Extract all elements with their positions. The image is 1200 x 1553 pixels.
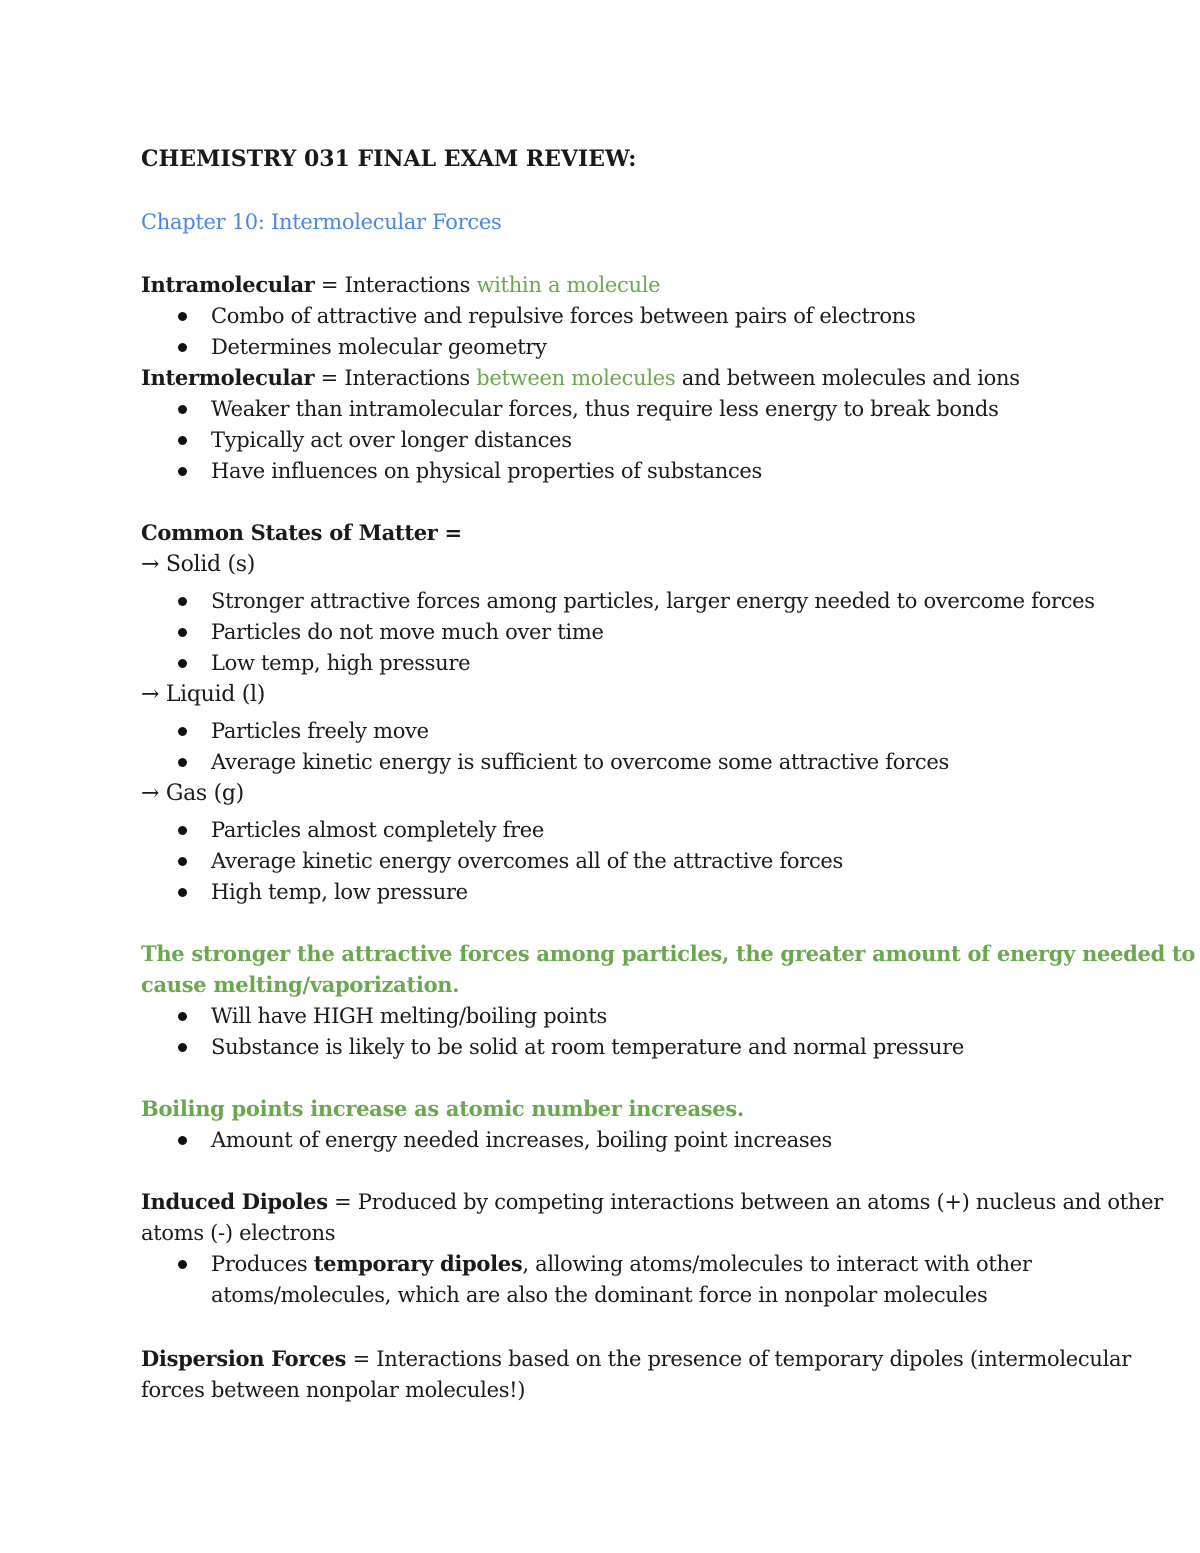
inter-bullet-3: Have influences on physical properties of substances	[211, 459, 763, 483]
solid-bullet-1: Stronger attractive forces among particles, larger energy needed to overcome forces	[211, 589, 1095, 613]
bullet-dot	[178, 826, 187, 835]
intermolecular-definition	[141, 363, 1020, 393]
bullet-dot	[178, 628, 187, 637]
bullet-dot	[178, 312, 187, 321]
intramolecular-definition	[141, 270, 660, 300]
solid-bullet-3: Low temp, high pressure	[211, 651, 471, 675]
dispersion-forces-term: Dispersion Forces	[141, 1346, 347, 1371]
bullet-dot	[178, 405, 187, 414]
gas-bullet-1: Particles almost completely free	[211, 818, 545, 842]
state-liquid-label	[141, 680, 265, 710]
state-liquid-label-text: → Liquid (l)	[141, 682, 266, 707]
bullet-dot	[178, 597, 187, 606]
document-title: CHEMISTRY 031 FINAL EXAM REVIEW:	[141, 146, 637, 172]
induced-bullet-pre: Produces	[211, 1252, 314, 1276]
induced-dipoles-line-1: = Produced by competing interactions between an atoms (+) nucleus and other	[327, 1190, 1163, 1214]
chapter-heading: Chapter 10: Intermolecular Forces	[141, 210, 502, 234]
dispersion-forces-definition	[141, 1344, 1131, 1374]
induced-bullet-1-line-2: atoms/molecules, which are also the dominant force in nonpolar molecules	[211, 1283, 988, 1307]
bullet-dot	[178, 343, 187, 352]
bullet-dot	[178, 467, 187, 476]
intramolecular-term: Intramolecular	[141, 272, 315, 297]
liquid-bullet-1: Particles freely move	[211, 719, 429, 743]
bullet-dot	[178, 436, 187, 445]
stronger-bullet-2: Substance is likely to be solid at room temperature and normal pressure	[211, 1035, 964, 1059]
bullet-dot	[178, 727, 187, 736]
state-gas-label: → Gas (g)	[141, 781, 244, 806]
dispersion-forces-line-1: = Interactions based on the presence of temporary dipoles (intermolecular	[346, 1347, 1131, 1371]
intra-bullet-1: Combo of attractive and repulsive forces between pairs of electrons	[211, 304, 916, 328]
intramolecular-highlight: within a molecule	[476, 273, 661, 297]
induced-dipoles-definition	[141, 1187, 1163, 1217]
bullet-dot	[178, 758, 187, 767]
gas-bullet-2: Average kinetic energy overcomes all of the attractive forces	[211, 849, 844, 873]
induced-bullet-post: , allowing atoms/molecules to interact with other	[522, 1252, 1032, 1276]
bullet-dot	[178, 1260, 187, 1269]
intramolecular-eq: = Interactions	[314, 273, 477, 297]
induced-bullet-1	[211, 1249, 1032, 1279]
intermolecular-term: Intermolecular	[141, 365, 315, 390]
state-solid-label: → Solid (s)	[141, 552, 256, 577]
induced-dipoles-term: Induced Dipoles	[141, 1189, 328, 1214]
intermolecular-rest: and between molecules and ions	[675, 366, 1020, 390]
stronger-bullet-1: Will have HIGH melting/boiling points	[211, 1004, 608, 1028]
bullet-dot	[178, 659, 187, 668]
bullet-dot	[178, 1043, 187, 1052]
induced-dipoles-line-2: atoms (-) electrons	[141, 1221, 336, 1245]
bullet-dot	[178, 857, 187, 866]
inter-bullet-2: Typically act over longer distances	[211, 428, 572, 452]
boiling-points-heading: Boiling points increase as atomic number increases.	[141, 1096, 744, 1121]
bullet-dot	[178, 888, 187, 897]
inter-bullet-1: Weaker than intramolecular forces, thus require less energy to break bonds	[211, 397, 999, 421]
solid-bullet-2: Particles do not move much over time	[211, 620, 604, 644]
gas-bullet-3: High temp, low pressure	[211, 880, 468, 904]
dispersion-forces-line-2: forces between nonpolar molecules!)	[141, 1378, 526, 1402]
bullet-dot	[178, 1012, 187, 1021]
stronger-forces-line-1: The stronger the attractive forces among particles, the greater amount of energy needed to	[141, 941, 1196, 966]
states-heading	[141, 518, 462, 548]
intermolecular-eq: = Interactions	[314, 366, 477, 390]
bullet-dot	[178, 1136, 187, 1145]
intra-bullet-2: Determines molecular geometry	[211, 335, 547, 359]
stronger-forces-line-2: cause melting/vaporization.	[141, 972, 460, 997]
boiling-bullet-1: Amount of energy needed increases, boiling point increases	[211, 1128, 832, 1152]
states-heading-text: Common States of Matter =	[141, 520, 462, 545]
intermolecular-highlight: between molecules	[476, 366, 676, 390]
induced-bullet-bold: temporary dipoles	[313, 1251, 523, 1276]
liquid-bullet-2: Average kinetic energy is sufficient to overcome some attractive forces	[211, 750, 949, 774]
